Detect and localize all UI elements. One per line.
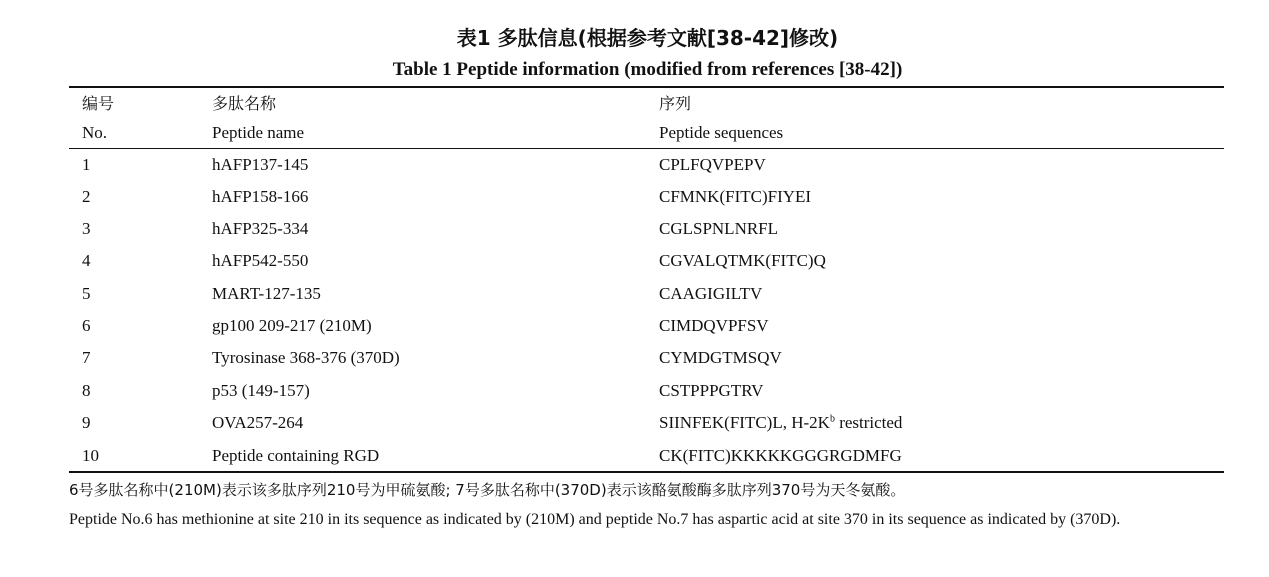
- table-caption-en: Table 1 Peptide information (modified from references [38-42]): [392, 59, 903, 80]
- table-note-en: Peptide No.6 has methionine at site 210 in its sequence as indicated by (210M) and peptide No.7 has aspartic acid at site 370 in its sequence as indicated by (370D).: [69, 511, 1121, 528]
- peptide-name: OVA257-264: [212, 413, 304, 432]
- peptide-sequence: CAAGIGILTV: [659, 284, 763, 303]
- row-number: 6: [82, 316, 91, 335]
- peptide-name: hAFP542-550: [212, 251, 309, 270]
- peptide-name: gp100 209-217 (210M): [212, 316, 372, 335]
- superscript-b: b: [829, 413, 835, 425]
- table-row: [0, 342, 1269, 374]
- table-note-cn: 6号多肽名称中(210M)表示该多肽序列210号为甲硫氨酸; 7号多肽名称中(370D)表示该酪氨酸酶多肽序列370号为天冬氨酸。: [69, 481, 906, 499]
- peptide-name: Tyrosinase 368-376 (370D): [212, 348, 400, 367]
- table-row: [0, 245, 1269, 277]
- table-row: [0, 181, 1269, 213]
- row-number: 4: [82, 251, 91, 270]
- header-seq-cn: 序列: [659, 94, 692, 113]
- row-number: 1: [82, 155, 91, 174]
- table-row: [0, 310, 1269, 342]
- peptide-name: MART-127-135: [212, 284, 321, 303]
- table-row: [0, 407, 1269, 439]
- peptide-sequence: CPLFQVPEPV: [659, 155, 766, 174]
- peptide-sequence: CK(FITC)KKKKKGGGRGDMFG: [659, 446, 902, 465]
- peptide-sequence: CGVALQTMK(FITC)Q: [659, 251, 826, 270]
- peptide-name: p53 (149-157): [212, 381, 310, 400]
- peptide-name: hAFP158-166: [212, 187, 309, 206]
- row-number: 5: [82, 284, 91, 303]
- table-caption-cn: 表1 多肽信息(根据参考文献[38-42]修改): [456, 26, 839, 50]
- table-row: [0, 278, 1269, 310]
- header-no-en: No.: [82, 123, 108, 142]
- peptide-name: hAFP325-334: [212, 219, 309, 238]
- table-row: [0, 213, 1269, 245]
- header-name-cn: 多肽名称: [212, 94, 277, 113]
- peptide-name: hAFP137-145: [212, 155, 309, 174]
- row-number: 7: [82, 348, 91, 367]
- header-no-cn: 编号: [82, 94, 115, 113]
- peptide-sequence: CSTPPPGTRV: [659, 381, 764, 400]
- header-name-en: Peptide name: [212, 123, 305, 142]
- row-number: 3: [82, 219, 91, 238]
- row-number: 9: [82, 413, 91, 432]
- peptide-sequence: [659, 413, 902, 433]
- peptide-sequence: CFMNK(FITC)FIYEI: [659, 187, 812, 206]
- table-row: [0, 440, 1269, 472]
- peptide-sequence: CIMDQVPFSV: [659, 316, 769, 335]
- table-row: [0, 149, 1269, 181]
- sequence-suffix: restricted: [834, 413, 903, 432]
- row-number: 10: [82, 446, 99, 465]
- table-top-rule: [69, 86, 1224, 88]
- peptide-name: Peptide containing RGD: [212, 446, 380, 465]
- table-bottom-rule: [69, 471, 1224, 473]
- table-row: [0, 375, 1269, 407]
- header-seq-en: Peptide sequences: [659, 123, 784, 142]
- row-number: 2: [82, 187, 91, 206]
- sequence-text: SIINFEK(FITC)L, H-2K: [659, 413, 830, 432]
- peptide-sequence: CGLSPNLNRFL: [659, 219, 779, 238]
- peptide-sequence: CYMDGTMSQV: [659, 348, 782, 367]
- row-number: 8: [82, 381, 91, 400]
